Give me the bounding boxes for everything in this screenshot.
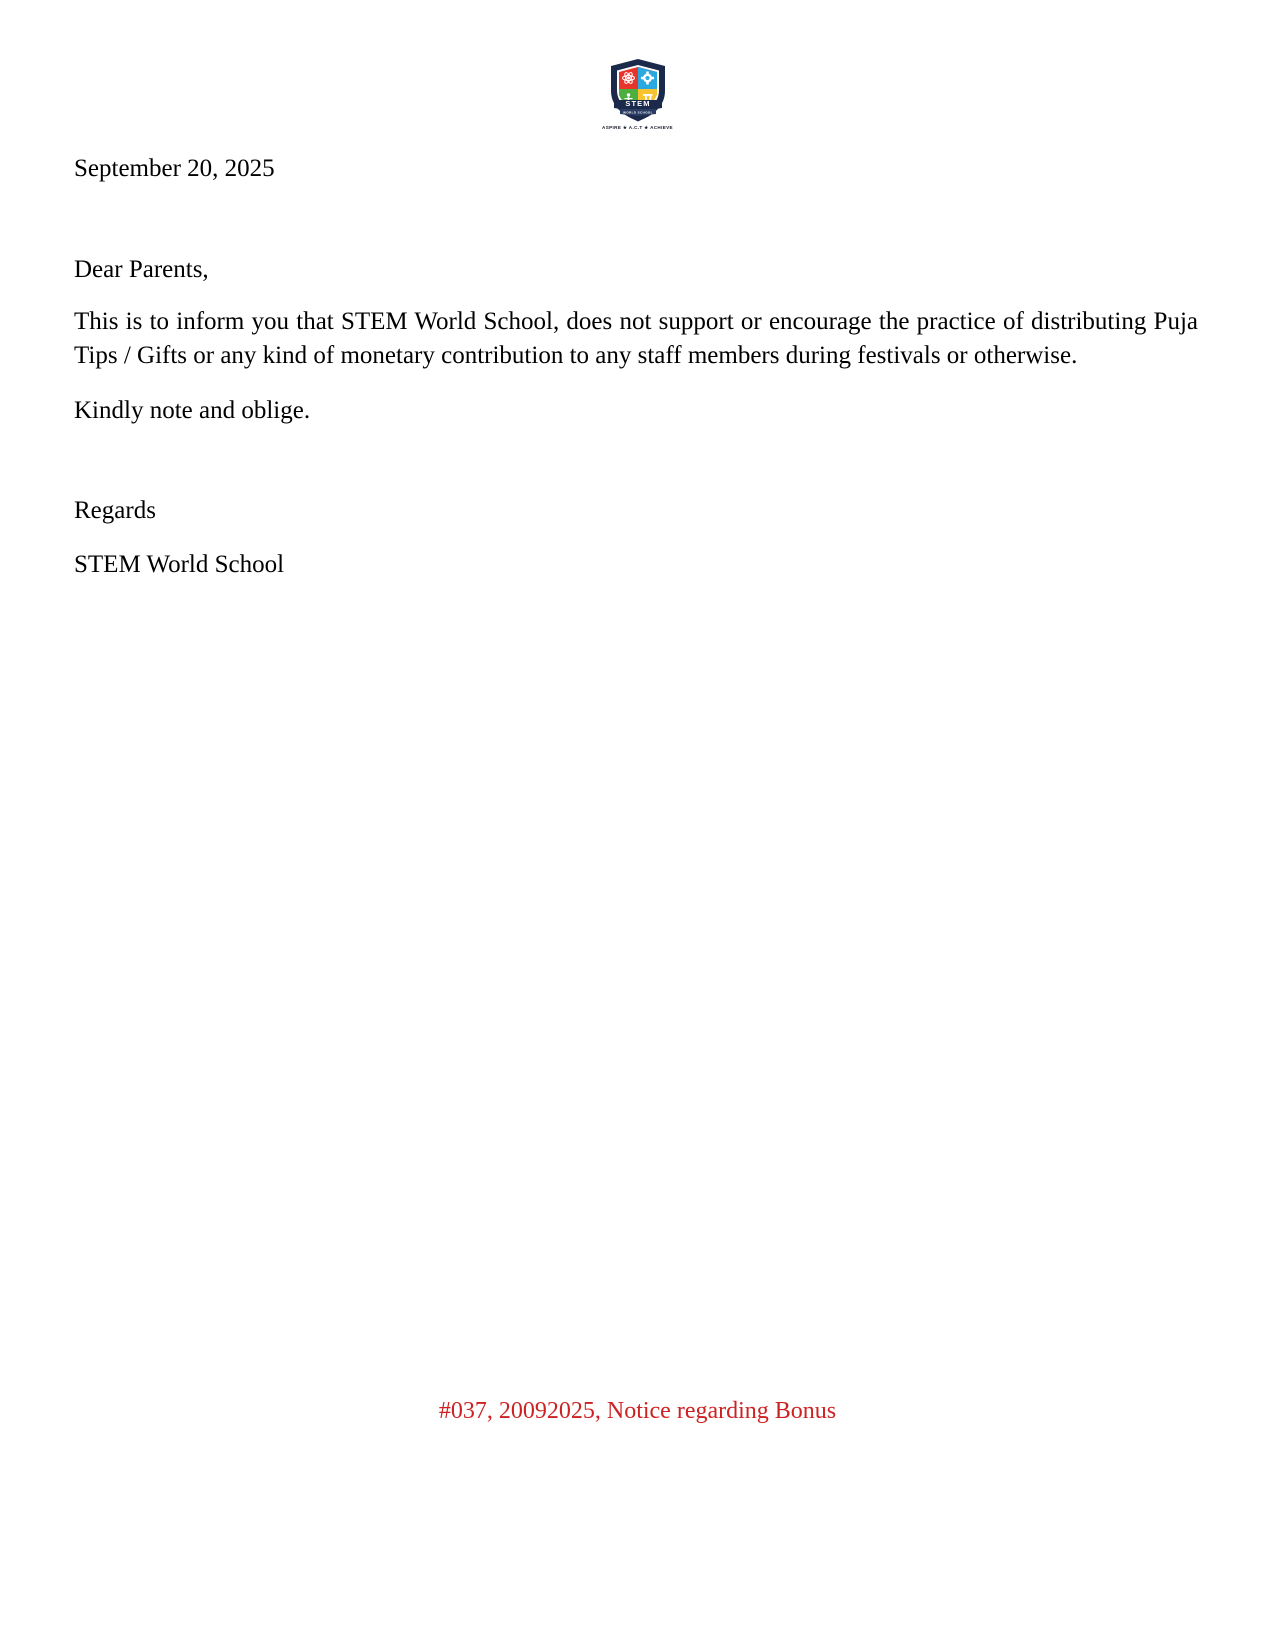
letter-paragraph-oblige: Kindly note and oblige. <box>74 397 311 424</box>
svg-text:WORLD SCHOOL: WORLD SCHOOL <box>622 110 653 115</box>
logo-tagline: ASPIRE ★ A.C.T ★ ACHIEVE <box>602 125 673 130</box>
letter-salutation: Dear Parents, <box>74 256 209 283</box>
letter-paragraph-notice: This is to inform you that STEM World School, does not support or encourage the practice of distributing Puja Tips / Gifts or any kind of monetary contribution to any staff members during festivals or otherwise. <box>74 308 1198 369</box>
shield-crest-icon <box>607 58 669 122</box>
letter-content <box>74 152 1202 581</box>
school-logo <box>595 58 681 131</box>
letterhead <box>0 58 1275 131</box>
document-footer <box>0 1396 1275 1427</box>
letter-closing: Regards <box>74 497 156 524</box>
svg-text:STEM: STEM <box>624 99 651 108</box>
letter-signer: STEM World School <box>74 551 285 578</box>
footer-reference: #037, 20092025, Notice regarding Bonus <box>438 1398 837 1424</box>
letter-date: September 20, 2025 <box>74 155 275 182</box>
